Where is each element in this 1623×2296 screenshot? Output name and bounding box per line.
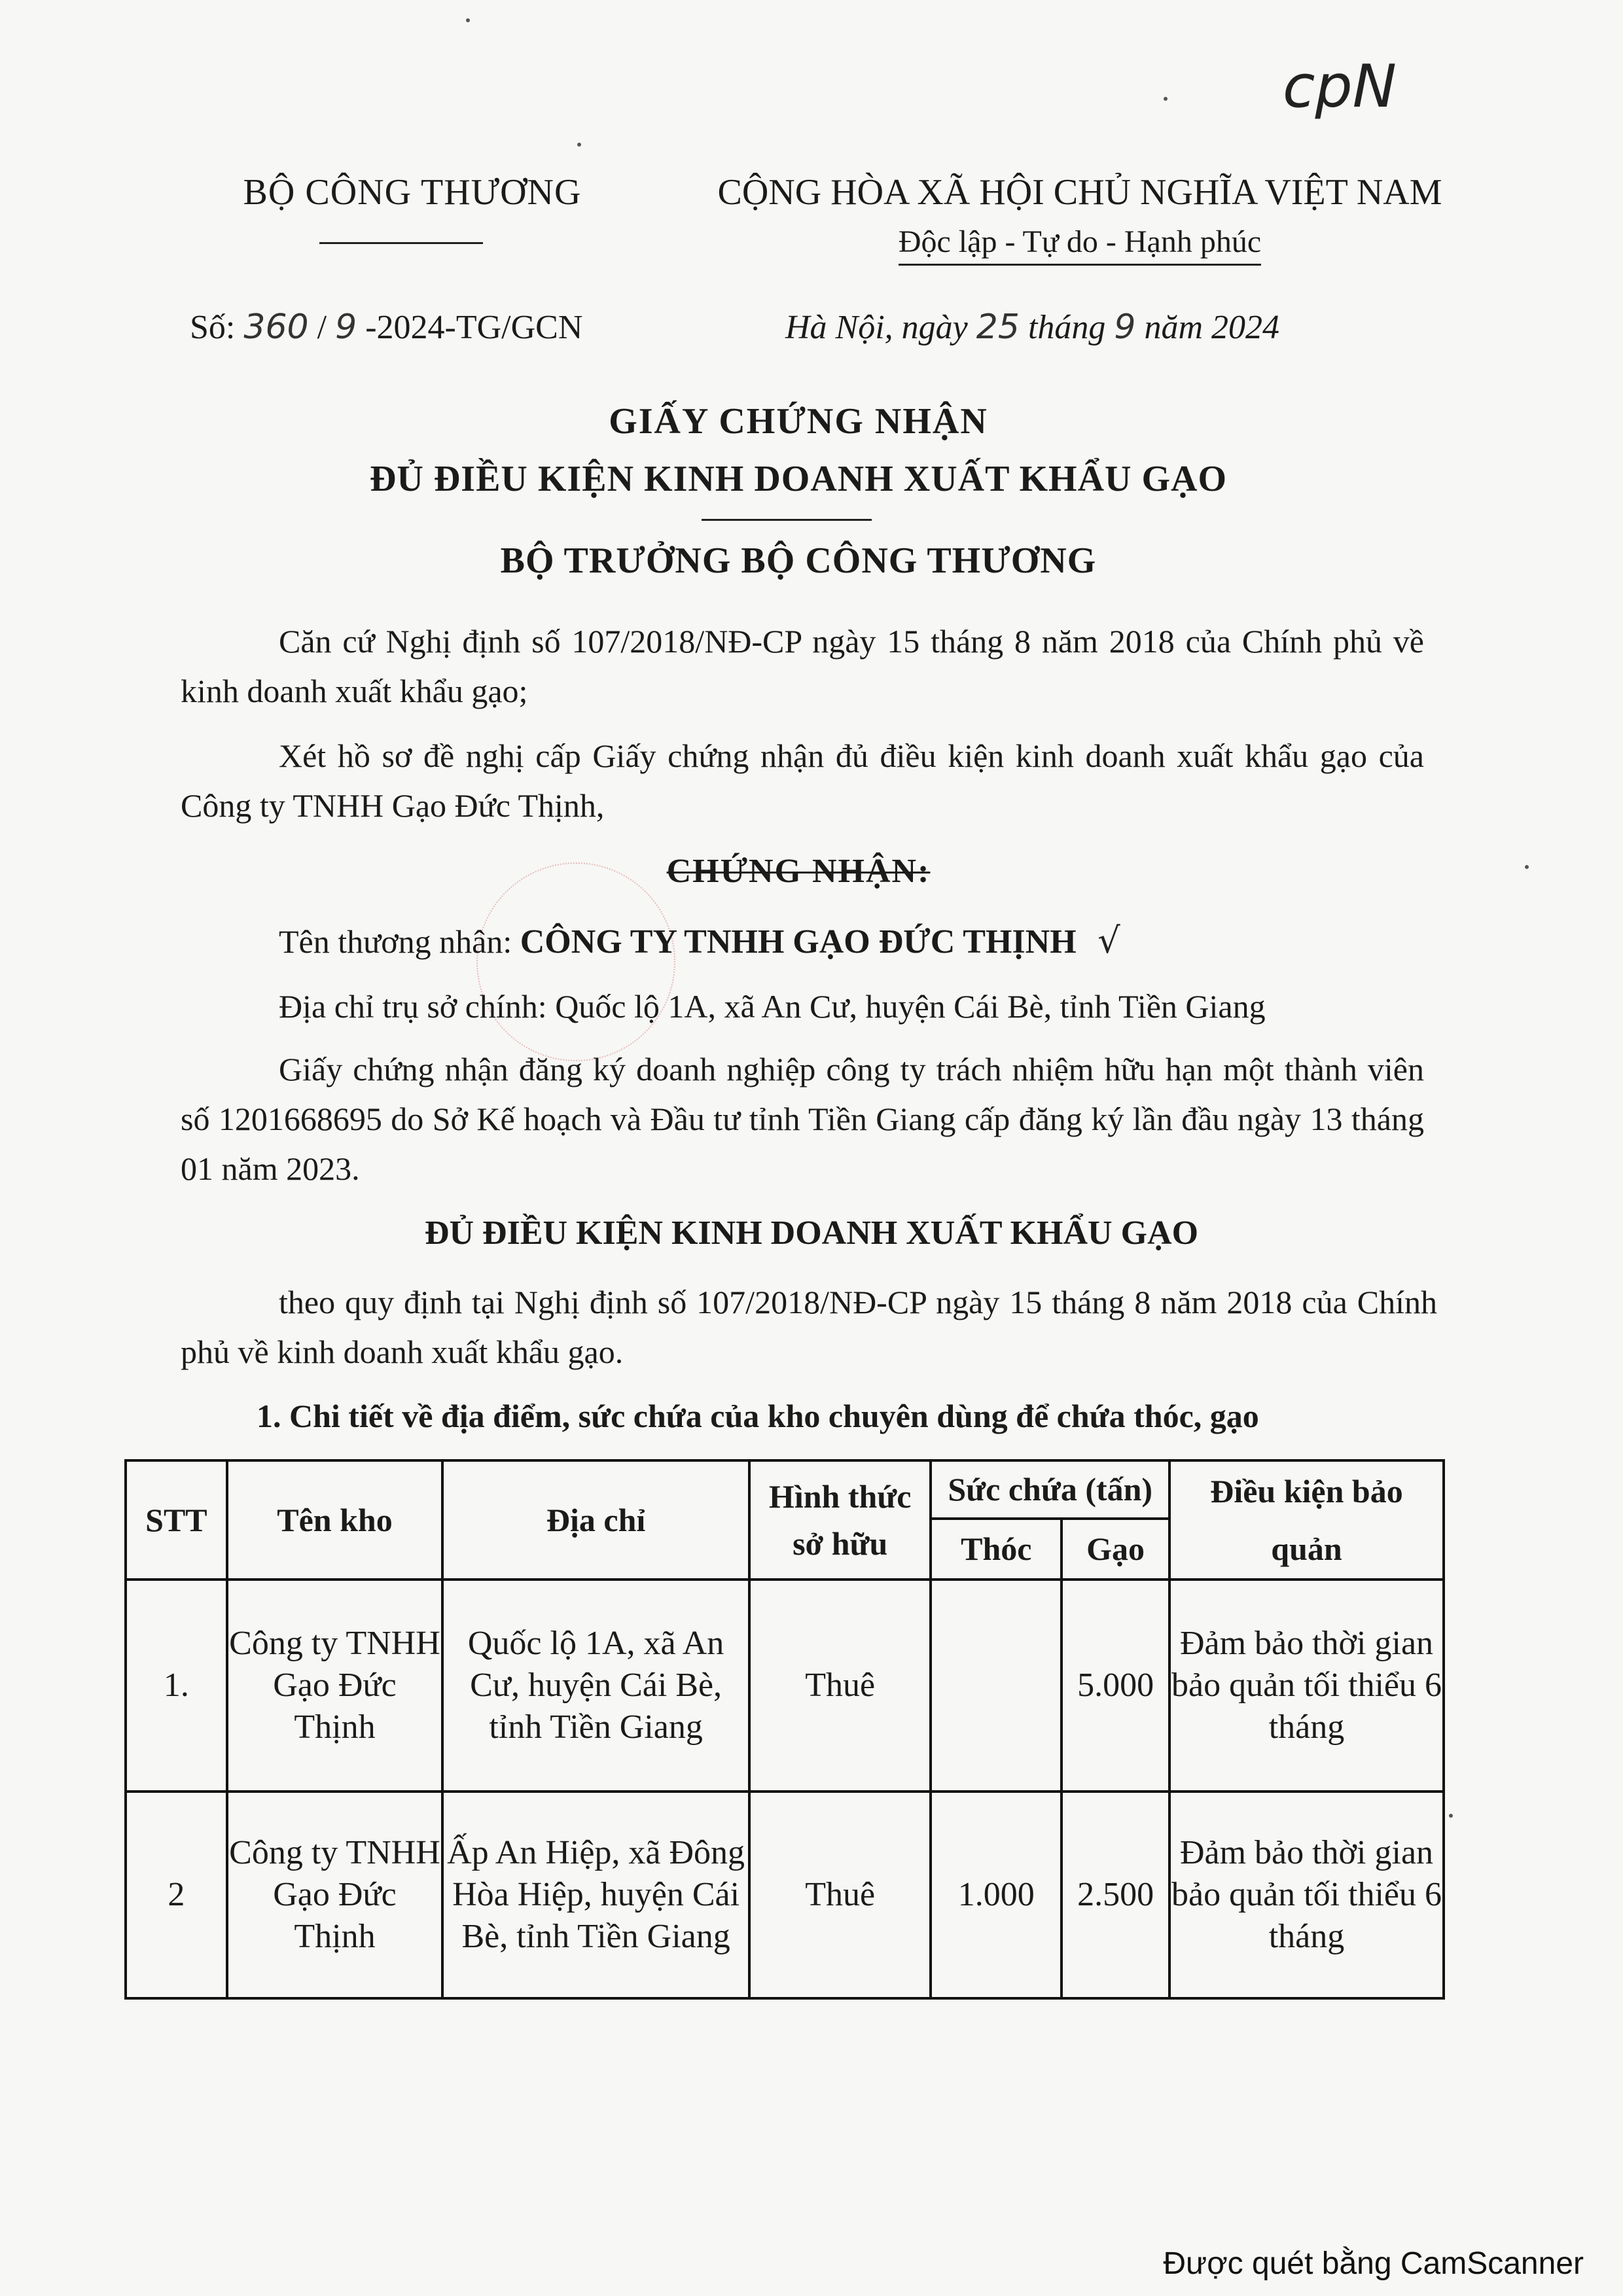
review-paragraph: Xét hồ sơ đề nghị cấp Giấy chứng nhận đủ điều kiện kinh doanh xuất khẩu gạo của Công ty TNHH Gạo Đức Thịnh, [181,737,1424,824]
filled-month-number: 9 [335,308,357,347]
ministry-name: BỘ CÔNG THƯƠNG [243,172,582,213]
cell-rice: 2.500 [1061,1792,1169,1998]
cell-address: Ấp An Hiệp, xã Đông Hòa Hiệp, huyện Cái Bè, tỉnh Tiền Giang [442,1792,749,1998]
cell-conditions: Đảm bảo thời gian bảo quản tối thiểu 6 tháng [1169,1580,1444,1792]
header-ownership: Hình thức sở hữu [749,1460,931,1580]
trader-line: Tên thương nhân: CÔNG TY TNHH GẠO ĐỨC THỊNH √ [279,920,1120,961]
header-conditions: Điều kiện bảo quản [1169,1460,1444,1580]
issuer-title: BỘ TRƯỞNG BỘ CÔNG THƯƠNG [500,540,1097,581]
document-date: Hà Nội, ngày 25 tháng 9 năm 2024 [785,308,1280,347]
eligible-heading: ĐỦ ĐIỀU KIỆN KINH DOANH XUẤT KHẨU GẠO [424,1214,1199,1252]
table-header-row [126,1460,1444,1519]
cell-paddy [931,1580,1061,1792]
title-divider [702,519,872,521]
address-line: Địa chỉ trụ sở chính: Quốc lộ 1A, xã An Cư, huyện Cái Bè, tỉnh Tiền Giang [279,988,1266,1025]
cell-ownership: Thuê [749,1580,931,1792]
scan-speck [1164,97,1168,101]
table-row [126,1792,1444,1998]
camscanner-watermark: Được quét bằng CamScanner [1163,2246,1584,2281]
cell-name: Công ty TNHH Gạo Đức Thịnh [227,1580,442,1792]
header-rice: Gạo [1061,1519,1169,1580]
check-mark: √ [1097,920,1120,961]
cell-stt: 1. [126,1580,227,1792]
header-capacity: Sức chứa (tấn) [931,1460,1169,1519]
filled-day: 25 [976,308,1020,347]
scan-speck [1449,1814,1453,1818]
scan-speck [577,143,581,147]
trader-name: CÔNG TY TNHH GẠO ĐỨC THỊNH [520,923,1077,961]
header-stt: STT [126,1460,227,1580]
filled-number: 360 [243,308,309,347]
legal-basis-paragraph: Căn cứ Nghị định số 107/2018/NĐ-CP ngày 15 tháng 8 năm 2018 của Chính phủ về kinh doanh xuất khẩu gạo; [181,623,1424,709]
document-number: Số: 360 / 9 -2024-TG/GCN [190,308,583,347]
filled-month: 9 [1114,308,1136,347]
header-name: Tên kho [227,1460,442,1580]
republic-name: CỘNG HÒA XÃ HỘI CHỦ NGHĨA VIỆT NAM [717,172,1442,213]
table-row [126,1580,1444,1792]
header-address: Địa chỉ [442,1460,749,1580]
cell-stt: 2 [126,1792,227,1998]
cell-paddy: 1.000 [931,1792,1061,1998]
cell-name: Công ty TNHH Gạo Đức Thịnh [227,1792,442,1998]
national-header [681,171,1479,266]
cell-address: Quốc lộ 1A, xã An Cư, huyện Cái Bè, tỉnh Tiền Giang [442,1580,749,1792]
warehouse-table [124,1459,1445,2000]
scan-speck [466,18,470,22]
section-1-title: 1. Chi tiết về địa điểm, sức chứa của kho chuyên dùng để chứa thóc, gạo [257,1398,1259,1434]
national-motto: Độc lập - Tự do - Hạnh phúc [899,224,1261,266]
ministry-underline [319,242,483,244]
regulation-paragraph: theo quy định tại Nghị định số 107/2018/NĐ-CP ngày 15 tháng 8 năm 2018 của Chính phủ về kinh doanh xuất khẩu gạo. [181,1284,1437,1370]
registration-paragraph: Giấy chứng nhận đăng ký doanh nghiệp công ty trách nhiệm hữu hạn một thành viên số 1201668695 do Sở Kế hoạch và Đầu tư tỉnh Tiền Giang cấp đăng ký lần đầu ngày 13 tháng 01 năm 2023. [181,1051,1424,1187]
certificate-subtitle: ĐỦ ĐIỀU KIỆN KINH DOANH XUẤT KHẨU GẠO [369,459,1228,499]
cell-rice: 5.000 [1061,1580,1169,1792]
cell-ownership: Thuê [749,1792,931,1998]
certify-heading: CHỨNG NHẬN: [666,853,931,890]
handwritten-initials: cpN [1283,52,1397,121]
certificate-title: GIẤY CHỨNG NHẬN [609,401,988,442]
cell-conditions: Đảm bảo thời gian bảo quản tối thiểu 6 tháng [1169,1792,1444,1998]
header-paddy: Thóc [931,1519,1061,1580]
